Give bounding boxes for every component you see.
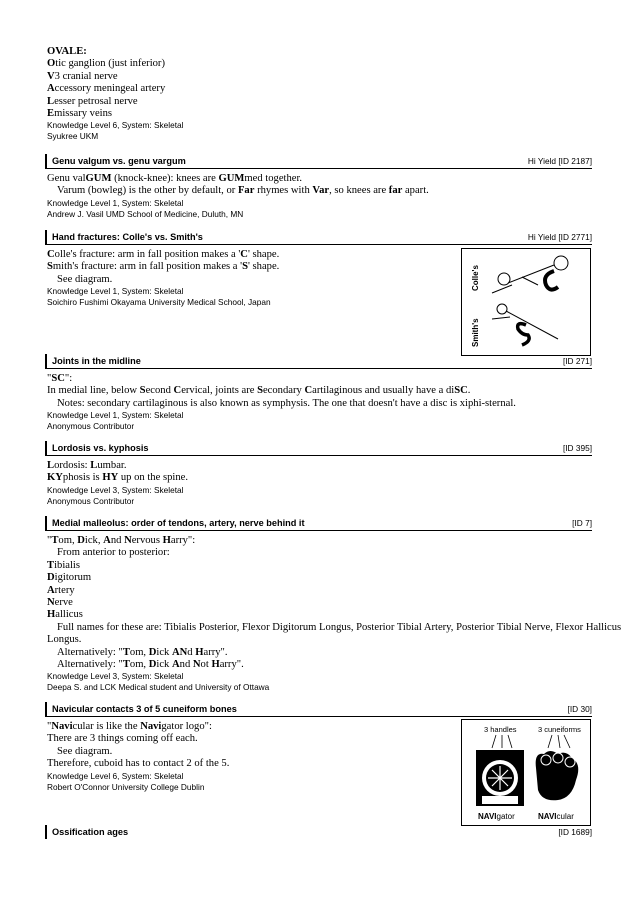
navicular-entry: [47, 702, 592, 821]
author: Soichiro Fushimi Okayama University Medical School, Japan: [47, 297, 271, 308]
fracture-drawing: [462, 249, 590, 355]
navigator-label: NAVIgator: [478, 812, 515, 821]
knowledge-level: Knowledge Level 1, System: Skeletal: [47, 286, 184, 297]
entry-header: [45, 230, 592, 245]
hand-entry: [47, 230, 592, 347]
author: Anonymous Contributor: [47, 421, 135, 432]
smiths-label: Smith's: [471, 318, 480, 347]
list-item: Tibialis: [47, 559, 80, 571]
body-line: Notes: secondary cartilaginous is also known as symphysis. The one that doesn't have a disc is xiphi-sternal.: [57, 397, 516, 409]
body-line: Full names for these are: Tibialis Posterior, Flexor Digitorum Longus, Posterior Tibial Artery, Posterior Tibial Nerve, Flexor Hallicus: [57, 621, 622, 633]
entry-header: [45, 354, 592, 369]
entry-header: [45, 441, 592, 456]
navicular-diagram: [461, 719, 591, 826]
entry-title: Genu valgum vs. genu vargum: [52, 156, 186, 166]
knowledge-level: Knowledge Level 3, System: Skeletal: [47, 671, 184, 682]
author: Syukree UKM: [47, 131, 99, 142]
body-line: From anterior to posterior:: [57, 547, 170, 559]
genu-entry: [47, 154, 592, 220]
body-line: Smith's fracture: arm in fall position makes a 'S' shape.: [47, 261, 280, 273]
entry-id: [ID 30]: [567, 704, 592, 714]
body-line: "SC":: [47, 373, 73, 384]
knowledge-level: Knowledge Level 1, System: Skeletal: [47, 197, 184, 208]
knowledge-level: Knowledge Level 3, System: Skeletal: [47, 484, 184, 495]
colles-label: Colle's: [471, 265, 480, 291]
handles-label: 3 handles: [484, 725, 517, 734]
list-item: Digitorum: [47, 572, 92, 584]
entry-title: Lordosis vs. kyphosis: [52, 443, 149, 453]
body-line: Longus.: [47, 634, 82, 646]
entry-header: [45, 702, 592, 717]
entry-title: Navicular contacts 3 of 5 cuneiform bones: [52, 704, 237, 714]
ovale-entry: [47, 46, 592, 142]
ovale-item: Otic ganglion (just inferior): [47, 58, 165, 70]
entry-id: [ID 395]: [562, 443, 592, 453]
ossification-entry: [47, 825, 592, 839]
cuneiforms-label: 3 cuneiforms: [538, 725, 581, 734]
author: Robert O'Connor University College Dublin: [47, 781, 205, 792]
entry-id: Hi Yield [ID 2187]: [527, 156, 592, 166]
list-item: Nerve: [47, 597, 73, 609]
fracture-diagram: [461, 248, 591, 356]
body-line: Lordosis: Lumbar.: [47, 460, 127, 471]
body-line: See diagram.: [57, 745, 113, 757]
body-line: Alternatively: "Tom, Dick ANd Harry".: [57, 646, 228, 658]
entry-title: Hand fractures: Colle's vs. Smith's: [52, 232, 203, 242]
ovale-item: V3 cranial nerve: [47, 70, 118, 82]
body-line: In medial line, below Second Cervical, joints are Secondary Cartilaginous and usually have a diSC.: [47, 385, 471, 397]
body-line: There are 3 things coming off each.: [47, 733, 198, 745]
navicular-drawing: [462, 720, 590, 825]
knowledge-level: Knowledge Level 6, System: Skeletal: [47, 770, 184, 781]
entry-id: [ID 1689]: [558, 827, 592, 837]
navicular-label: NAVIcular: [538, 812, 574, 821]
joints-entry: [47, 354, 592, 432]
entry-title: Joints in the midline: [52, 356, 141, 366]
ovale-heading: OVALE:: [47, 46, 87, 57]
body-line: "Navicular is like the Navigator logo":: [47, 721, 212, 732]
body-line: KYphosis is HY up on the spine.: [47, 472, 188, 484]
author: Deepa S. and LCK Medical student and University of Ottawa: [47, 682, 270, 693]
body-line: Genu valGUM (knock-knee): knees are GUMmed together.: [47, 173, 303, 184]
entry-header: [45, 516, 592, 531]
entry-id: [ID 7]: [572, 518, 592, 528]
entry-title: Ossification ages: [52, 827, 129, 837]
entry-id: [ID 271]: [562, 356, 592, 366]
entry-id: Hi Yield [ID 2771]: [527, 232, 592, 242]
entry-header: [45, 825, 592, 839]
knowledge-level: Knowledge Level 6, System: Skeletal: [47, 120, 184, 131]
body-line: See diagram.: [57, 273, 113, 285]
author: Anonymous Contributor: [47, 495, 135, 506]
body-line: Colle's fracture: arm in fall position makes a 'C' shape.: [47, 249, 280, 260]
body-line: Therefore, cuboid has to contact 2 of the 5.: [47, 758, 230, 770]
body-line: Alternatively: "Tom, Dick And Not Harry".: [57, 659, 244, 671]
knowledge-level: Knowledge Level 1, System: Skeletal: [47, 410, 184, 421]
malleolus-entry: [47, 516, 622, 693]
entry-title: Medial malleolus: order of tendons, artery, nerve behind it: [52, 518, 305, 528]
body-line: "Tom, Dick, And Nervous Harry":: [47, 535, 196, 546]
ovale-item: Emissary veins: [47, 108, 113, 120]
lordosis-entry: [47, 441, 592, 507]
list-item: Hallicus: [47, 609, 83, 621]
ovale-item: Accessory meningeal artery: [47, 83, 166, 95]
list-item: Artery: [47, 584, 75, 596]
entry-header: [45, 154, 592, 169]
body-line: Varum (bowleg) is the other by default, or Far rhymes with Var, so knees are far apart.: [57, 185, 429, 197]
author: Andrew J. Vasil UMD School of Medicine, Duluth, MN: [47, 208, 244, 219]
ovale-item: Lesser petrosal nerve: [47, 95, 138, 107]
